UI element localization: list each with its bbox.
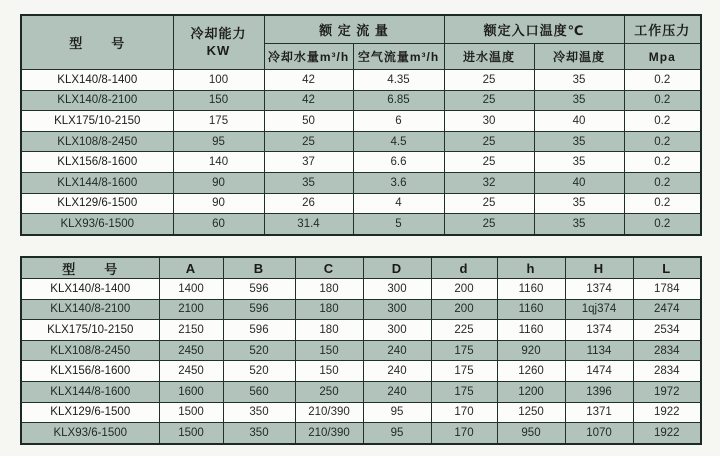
value-cell: 6.6 — [353, 152, 444, 173]
value-cell: 350 — [223, 423, 295, 444]
value-cell: 25 — [264, 131, 353, 152]
dim-table-header-row — [21, 257, 701, 279]
value-cell: 2834 — [633, 340, 701, 361]
value-cell: 200 — [431, 279, 497, 300]
value-cell: 150 — [295, 340, 363, 361]
value-cell: 1922 — [633, 402, 701, 423]
value-cell: 0.2 — [624, 152, 701, 173]
header-cooling-capacity-cn: 冷却能力 — [190, 26, 247, 42]
model-cell: KLX140/8-2100 — [21, 299, 159, 320]
value-cell: 0.2 — [624, 214, 701, 235]
dim-table-body — [21, 279, 701, 444]
table-row — [21, 111, 701, 132]
value-cell: 2534 — [633, 320, 701, 341]
value-cell: 180 — [295, 279, 363, 300]
cooling-spec-table — [20, 14, 702, 236]
value-cell: 3.6 — [353, 172, 444, 193]
value-cell: 25 — [444, 70, 534, 91]
value-cell: 50 — [264, 111, 353, 132]
table-row — [21, 131, 701, 152]
value-cell: 2474 — [633, 299, 701, 320]
value-cell: 920 — [497, 340, 565, 361]
table-row — [21, 193, 701, 214]
value-cell: 0.2 — [624, 70, 701, 91]
value-cell: 25 — [444, 152, 534, 173]
table-row — [21, 423, 701, 444]
model-cell: KLX156/8-1600 — [21, 152, 173, 173]
header-rated-inlet-temp: 额定入口温度℃ — [444, 15, 624, 44]
value-cell: 1160 — [497, 299, 565, 320]
value-cell: 100 — [173, 70, 264, 91]
value-cell: 6 — [353, 111, 444, 132]
value-cell: 35 — [534, 193, 624, 214]
value-cell: 2450 — [159, 340, 223, 361]
value-cell: 1374 — [565, 279, 633, 300]
table-row — [21, 90, 701, 111]
table-row — [21, 361, 701, 382]
table-row — [21, 152, 701, 173]
value-cell: 35 — [534, 152, 624, 173]
header-cooling-capacity-unit: KW — [206, 42, 231, 58]
dim-header-cell: H — [565, 257, 633, 279]
value-cell: 0.2 — [624, 131, 701, 152]
value-cell: 300 — [363, 299, 431, 320]
value-cell: 560 — [223, 381, 295, 402]
value-cell: 1371 — [565, 402, 633, 423]
table-row — [21, 279, 701, 300]
value-cell: 95 — [173, 131, 264, 152]
value-cell: 4.5 — [353, 131, 444, 152]
value-cell: 35 — [534, 131, 624, 152]
header-mpa: Mpa — [624, 44, 701, 70]
value-cell: 200 — [431, 299, 497, 320]
value-cell: 300 — [363, 279, 431, 300]
value-cell: 170 — [431, 423, 497, 444]
value-cell: 0.2 — [624, 193, 701, 214]
header-cooling-capacity — [173, 15, 264, 70]
header-model: 型 号 — [21, 15, 173, 70]
header-inlet-water-temp: 进水温度 — [444, 44, 534, 70]
value-cell: 2100 — [159, 299, 223, 320]
value-cell: 1400 — [159, 279, 223, 300]
dim-header-cell: d — [431, 257, 497, 279]
header-cooling-water-flow: 冷却水量m³/h — [264, 44, 353, 70]
value-cell: 180 — [295, 299, 363, 320]
value-cell: 2150 — [159, 320, 223, 341]
value-cell: 6.85 — [353, 90, 444, 111]
value-cell: 1972 — [633, 381, 701, 402]
value-cell: 175 — [173, 111, 264, 132]
header-rated-flow: 额 定 流 量 — [264, 15, 444, 44]
value-cell: 25 — [444, 193, 534, 214]
value-cell: 35 — [534, 70, 624, 91]
dim-header-cell: 型 号 — [21, 257, 159, 279]
value-cell: 520 — [223, 340, 295, 361]
value-cell: 35 — [264, 172, 353, 193]
value-cell: 150 — [173, 90, 264, 111]
value-cell: 40 — [534, 111, 624, 132]
value-cell: 26 — [264, 193, 353, 214]
model-cell: KLX175/10-2150 — [21, 320, 159, 341]
model-cell: KLX129/6-1500 — [21, 402, 159, 423]
value-cell: 25 — [444, 131, 534, 152]
table-row — [21, 70, 701, 91]
value-cell: 1200 — [497, 381, 565, 402]
value-cell: 596 — [223, 320, 295, 341]
table-row — [21, 381, 701, 402]
value-cell: 596 — [223, 299, 295, 320]
dim-header-cell: L — [633, 257, 701, 279]
table-row — [21, 299, 701, 320]
header-cooling-temp: 冷却温度 — [534, 44, 624, 70]
value-cell: 25 — [444, 214, 534, 235]
value-cell: 2834 — [633, 361, 701, 382]
model-cell: KLX93/6-1500 — [21, 423, 159, 444]
value-cell: 350 — [223, 402, 295, 423]
value-cell: 32 — [444, 172, 534, 193]
model-cell: KLX93/6-1500 — [21, 214, 173, 235]
table-row — [21, 172, 701, 193]
value-cell: 150 — [295, 361, 363, 382]
table-row — [21, 320, 701, 341]
value-cell: 90 — [173, 172, 264, 193]
value-cell: 1500 — [159, 423, 223, 444]
dim-header-cell: h — [497, 257, 565, 279]
dim-header-cell: A — [159, 257, 223, 279]
value-cell: 596 — [223, 279, 295, 300]
value-cell: 35 — [534, 90, 624, 111]
value-cell: 4.35 — [353, 70, 444, 91]
value-cell: 2450 — [159, 361, 223, 382]
value-cell: 175 — [431, 340, 497, 361]
value-cell: 175 — [431, 381, 497, 402]
value-cell: 1500 — [159, 402, 223, 423]
header-working-pressure: 工作压力 — [624, 15, 701, 44]
model-cell: KLX140/8-1400 — [21, 70, 173, 91]
value-cell: 1160 — [497, 320, 565, 341]
value-cell: 42 — [264, 70, 353, 91]
value-cell: 1160 — [497, 279, 565, 300]
value-cell: 240 — [363, 381, 431, 402]
value-cell: 1260 — [497, 361, 565, 382]
value-cell: 0.2 — [624, 172, 701, 193]
value-cell: 1922 — [633, 423, 701, 444]
model-cell: KLX129/6-1500 — [21, 193, 173, 214]
value-cell: 1474 — [565, 361, 633, 382]
value-cell: 1784 — [633, 279, 701, 300]
model-cell: KLX144/8-1600 — [21, 381, 159, 402]
dimension-table — [20, 256, 702, 445]
value-cell: 520 — [223, 361, 295, 382]
value-cell: 42 — [264, 90, 353, 111]
value-cell: 35 — [534, 214, 624, 235]
value-cell: 240 — [363, 361, 431, 382]
value-cell: 1qj374 — [565, 299, 633, 320]
value-cell: 40 — [534, 172, 624, 193]
dim-header-cell: B — [223, 257, 295, 279]
model-cell: KLX140/8-2100 — [21, 90, 173, 111]
model-cell: KLX156/8-1600 — [21, 361, 159, 382]
table-row — [21, 340, 701, 361]
value-cell: 1600 — [159, 381, 223, 402]
value-cell: 1134 — [565, 340, 633, 361]
table-row — [21, 402, 701, 423]
model-cell: KLX175/10-2150 — [21, 111, 173, 132]
value-cell: 1374 — [565, 320, 633, 341]
value-cell: 225 — [431, 320, 497, 341]
value-cell: 1250 — [497, 402, 565, 423]
value-cell: 25 — [444, 90, 534, 111]
value-cell: 300 — [363, 320, 431, 341]
model-cell: KLX144/8-1600 — [21, 172, 173, 193]
table-row — [21, 214, 701, 235]
value-cell: 240 — [363, 340, 431, 361]
value-cell: 250 — [295, 381, 363, 402]
value-cell: 950 — [497, 423, 565, 444]
value-cell: 90 — [173, 193, 264, 214]
value-cell: 4 — [353, 193, 444, 214]
value-cell: 1070 — [565, 423, 633, 444]
model-cell: KLX108/8-2450 — [21, 131, 173, 152]
value-cell: 175 — [431, 361, 497, 382]
value-cell: 60 — [173, 214, 264, 235]
value-cell: 30 — [444, 111, 534, 132]
value-cell: 1396 — [565, 381, 633, 402]
value-cell: 5 — [353, 214, 444, 235]
value-cell: 210/390 — [295, 402, 363, 423]
dim-header-cell: D — [363, 257, 431, 279]
value-cell: 0.2 — [624, 90, 701, 111]
value-cell: 140 — [173, 152, 264, 173]
value-cell: 170 — [431, 402, 497, 423]
dim-header-cell: C — [295, 257, 363, 279]
value-cell: 0.2 — [624, 111, 701, 132]
value-cell: 180 — [295, 320, 363, 341]
value-cell: 95 — [363, 402, 431, 423]
model-cell: KLX108/8-2450 — [21, 340, 159, 361]
value-cell: 31.4 — [264, 214, 353, 235]
model-cell: KLX140/8-1400 — [21, 279, 159, 300]
value-cell: 95 — [363, 423, 431, 444]
value-cell: 210/390 — [295, 423, 363, 444]
value-cell: 37 — [264, 152, 353, 173]
spec-table-body — [21, 70, 701, 235]
header-air-flow: 空气流量m³/h — [353, 44, 444, 70]
